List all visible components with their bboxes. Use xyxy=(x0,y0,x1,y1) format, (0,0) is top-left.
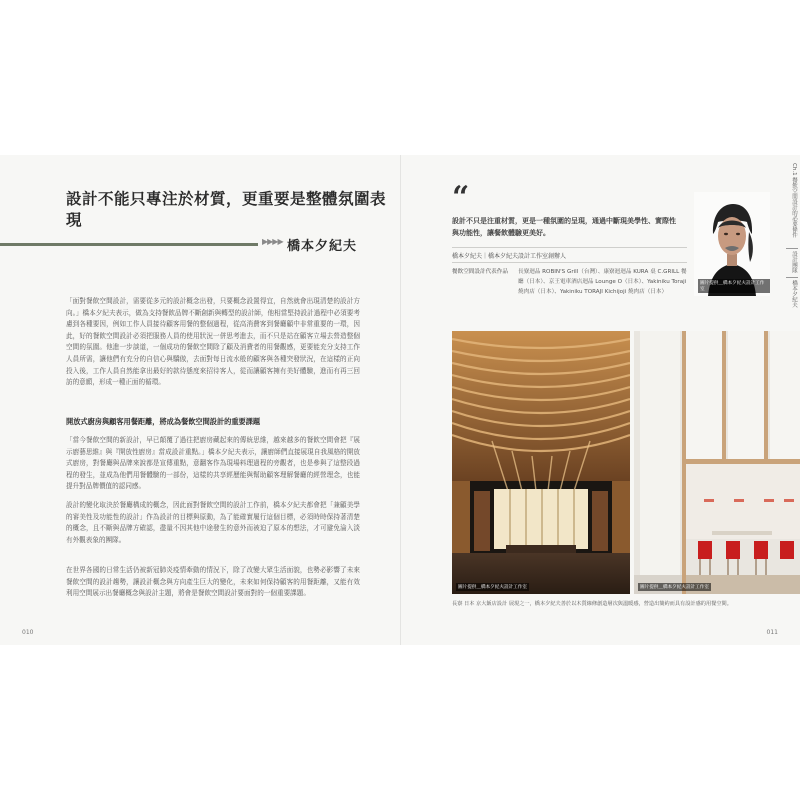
page-number-right: 011 xyxy=(766,629,778,636)
dining-room-illustration xyxy=(634,331,800,594)
body-paragraph-3: 設計的變化取決於餐廳構成的概念，因此面對餐飲空間的設計工作前，橋本夕紀夫都會把「兼顧美學的審美性及功能性的設計」作為設計的目標與原動，為了能確實履行這個目標，必須時時保持著清楚的概念，且不斷與品牌方確認，盡量不因其他中途發生的意外而被迫了原本的想法，才可避免淪入淡有外觀表象的團隊。 xyxy=(66,501,360,544)
body-paragraph-4: 在世界各國的日常生活仍被新冠肺炎疫情牽動的情況下，除了改變大眾生活面貌，也勢必影響了未來餐飲空間的設計趨勢，讓設計概念與方向產生巨大的變化，未來如何保持顧客的用餐距離，又能有效利用空間展示出餐廳概念與設計主題，將會是餐飲空間設計要面對的一個重要課題。 xyxy=(66,566,360,598)
body-paragraph-2: 「當今餐飲空間的新設計，早已顛覆了過往把廚房藏起來的傳統思維，越來越多的餐飲空間會把『展示廚藝思維』與『開放性廚房』當成設計重點。」橋本夕紀夫表示，讓廚師們直接展現自我風格的開放式廚房，對餐廳與品牌來說都是宣傳重點，意翻客作為現場料理過程的旁觀者，也是參與了這整段過程的發生，並成為他們用餐體驗的一部份，這樣的共享經歷能與幫助顧客理解餐廳的經營理念，也能提升對品牌價值的認同感。 xyxy=(66,436,360,491)
page-number-left: 010 xyxy=(22,629,34,636)
portrait-credit: 圖片提供＿橋本夕紀夫設計工作室 xyxy=(698,279,770,293)
article-title: 設計不能只專注於材質，更重要是整體氛圍表現 xyxy=(66,190,387,229)
side-tab-divider-1 xyxy=(786,248,798,249)
interior-photo-wood-ceiling xyxy=(452,331,630,594)
side-tab-chapter: Ch.1 餐飲空間設計的必要條件 xyxy=(791,163,797,238)
page-gutter xyxy=(400,155,401,645)
photo-1-credit: 圖片提供＿橋本夕紀夫設計工作室 xyxy=(458,585,527,590)
side-tab-divider-2 xyxy=(786,277,798,278)
interior-photo-dining-room xyxy=(634,331,800,594)
photo-caption: 長寮 日本 京大飯店設計 展現之一，橋本夕紀夫善於以木質線條創造層次與溫暖感，營造出簡約而具有設計感的用餐空間。 xyxy=(452,601,732,607)
designer-portrait xyxy=(694,192,770,296)
section-subhead: 開放式廚房與顧客用餐距離，將成為餐飲空間設計的重要課題 xyxy=(66,417,261,426)
bio-name: 橋本夕紀夫｜橋本夕紀夫設計工作室創辦人 xyxy=(452,253,567,260)
bio-works-label: 餐飲空間設計代表作品 xyxy=(452,269,508,275)
side-tab-team: 設計團隊 xyxy=(791,251,797,273)
side-tab-designer: 橋本夕紀夫 xyxy=(791,280,797,308)
pull-quote: 設計不只是注重材質，更是一種氛圍的呈現，通過中斷現美學性、實際性與功能性，讓餐飲體驗更美好。 xyxy=(452,217,676,237)
bio-divider xyxy=(452,262,687,263)
book-spread xyxy=(0,155,800,645)
arrow-icons: ▶▶▶▶ xyxy=(262,237,283,246)
bio-divider-top xyxy=(452,247,687,248)
wood-ceiling-illustration xyxy=(452,331,630,594)
title-rule xyxy=(0,243,258,246)
author-name: 橋本夕紀夫 xyxy=(287,239,358,254)
bio-works-list: 長寮迴品 ROBIN'S Grill（台灣）、康寮迴迴品 KURA 桌 C.GRILL 餐廳（日本）、京王電車酒店迴品 Lounge O（日本）、Yakiniku Toraji 燒肉店（日本）、Yakiniku TORAJI Kichijoji 燒肉店（日本） xyxy=(518,269,687,295)
quote-mark-icon: “ xyxy=(452,180,470,215)
photo-2-credit: 圖片提供＿橋本夕紀夫設計工作室 xyxy=(640,585,709,590)
body-paragraph-1: 「面對餐飲空間設計，需要從多元的設計概念出發，只要概念設置得宜，自然就會出現清楚的設計方向。」橋本夕紀夫表示，做為支持餐飲品牌不斷創新與轉型的設計師，他相當堅持設計過程中必須要考慮到各種要因，例如工作人員接待顧客用餐的整個過程，從高消費客到餐廳顧中非常重要的一環，因此，好的餐飲空間設計必須把服務人員的使用狀況一併思考進去，而不只是站在顧客立場去營造整個空間的氛圍。他進一步談道，一個成功的餐飲空間除了顧及消費者的用餐觀感，更要能充分支持工作人員所需，讓他們有充分的自信心與驕傲，去面對每日流水般的顧客與各種突發狀況，在這樣的正向投入後，工作人員自然能拿出最好的款待態度來招待客人，從而讓顧客擁有美好體驗，進而有再三回訪的意願，形成一種正面的循環。 xyxy=(66,297,360,387)
